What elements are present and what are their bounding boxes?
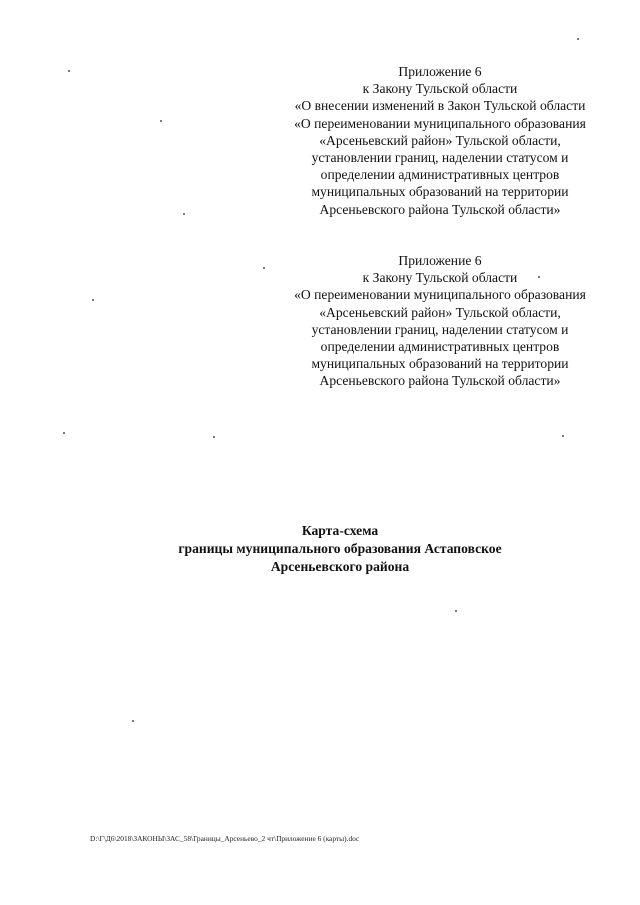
scan-speck [577,38,579,40]
annex-line: «Арсеньевский район» Тульской области, [319,132,561,148]
scan-speck [132,720,134,722]
annex-line: «О переименовании муниципального образования [294,115,586,131]
scan-speck [455,610,457,612]
annex-line: определении административных центров [320,339,560,355]
scan-speck [263,267,265,269]
annex-line: Арсеньевского района Тульской области» [319,373,561,389]
annex-line: установлении границ, наделении статусом и [311,321,569,337]
map-title-line: Карта-схема [301,523,379,538]
annex-line: Приложение 6 [398,253,482,268]
scan-speck [92,299,94,301]
annex-line: Арсеньевского района Тульской области» [319,201,561,217]
annex-header-original [270,252,610,390]
map-title-line: Арсеньевского района [270,559,410,574]
annex-line: Приложение 6 [398,64,482,79]
annex-line: установлении границ, наделении статусом и [311,150,569,166]
annex-line: муниципальных образований на территории [311,184,569,200]
annex-line: определении административных центров [320,167,560,183]
scan-speck [213,436,215,438]
scan-speck [160,120,162,122]
scan-speck [538,276,540,278]
scan-speck [63,432,65,434]
annex-header-amendment [270,63,610,218]
footer-file-path: D:\Г\Д6\2018\ЗАКОНЫ\ЗАС_58\Границы_Арсеньево_2 чт\Приложение 6 (карты).doc [90,834,360,843]
annex-line: муниципальных образований на территории [311,356,569,372]
map-title [140,522,540,576]
annex-line: «О внесении изменений в Закон Тульской области [294,98,586,114]
annex-line: к Закону Тульской области [362,270,518,286]
scan-speck [562,435,564,437]
scan-speck [68,70,70,72]
annex-line: к Закону Тульской области [362,81,518,97]
scan-speck [183,213,185,215]
annex-line: «О переименовании муниципального образования [294,287,586,303]
map-title-line: границы муниципального образования Астаповское [178,541,502,556]
annex-line: «Арсеньевский район» Тульской области, [319,304,561,320]
